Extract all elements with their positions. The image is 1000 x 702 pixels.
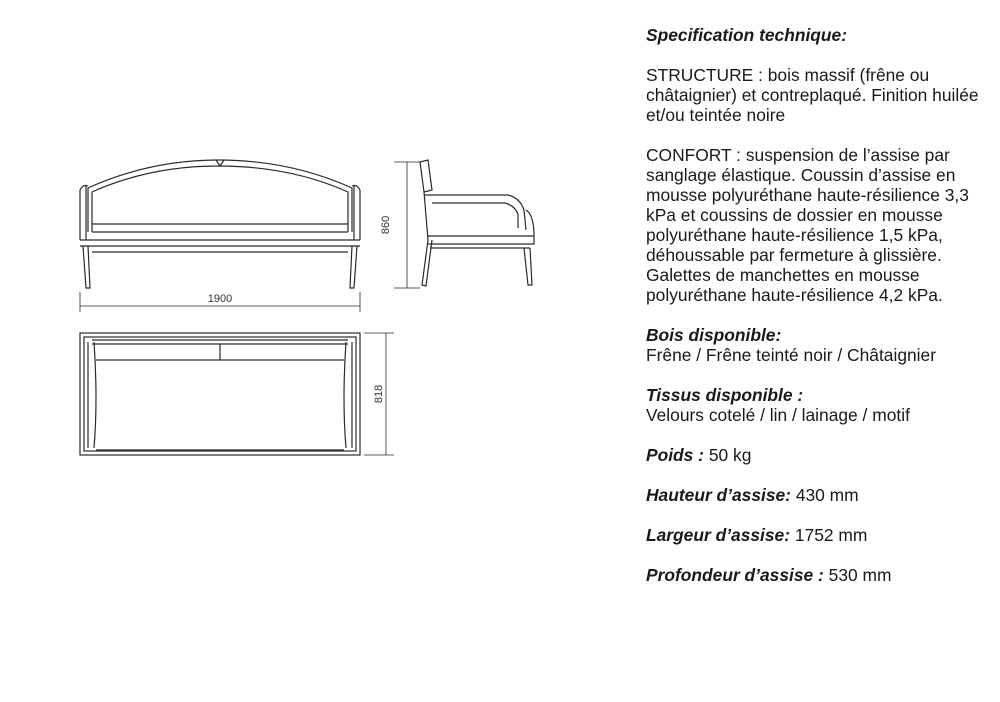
height-dimension-line	[394, 162, 420, 288]
seat-height-value: 430 mm	[795, 485, 859, 505]
wood-value: Frêne / Frêne teinté noir / Châtaignier	[646, 345, 936, 365]
width-label: 1900	[207, 293, 233, 305]
height-label: 860	[380, 215, 392, 235]
fabric-block	[646, 385, 986, 425]
seat-depth-value: 530 mm	[828, 565, 892, 585]
fabric-value: Velours cotelé / lin / lainage / motif	[646, 405, 910, 425]
seat-width-block	[646, 525, 986, 545]
front-view-drawing	[80, 160, 360, 288]
seat-depth-block	[646, 565, 986, 585]
depth-label: 818	[373, 384, 385, 404]
weight-label: Poids :	[646, 445, 704, 465]
seat-height-block	[646, 485, 986, 505]
wood-block	[646, 325, 986, 365]
seat-width-value: 1752 mm	[794, 525, 868, 545]
spec-title: Specification technique:	[646, 25, 847, 45]
structure-text: STRUCTURE : bois massif (frêne ou châtaignier) et contreplaqué. Finition huilée et/ou teintée noire	[646, 65, 979, 125]
spec-panel	[646, 25, 986, 585]
seat-width-label: Largeur d’assise:	[646, 525, 791, 545]
seat-height-label: Hauteur d’assise:	[646, 485, 791, 505]
seat-depth-label: Profondeur d’assise :	[646, 565, 824, 585]
fabric-label: Tissus disponible :	[646, 385, 804, 405]
comfort-text: CONFORT : suspension de l’assise par sanglage élastique. Coussin d’assise en mousse polyuréthane haute-résilience 3,3 kPa et coussins de dossier en mousse polyuréthane haute-résilience 1,5 kPa, déhoussable par fermeture à glissière. Galettes de manchettes en mousse polyuréthane haute-résilience 4,2 kPa.	[646, 145, 969, 305]
weight-value: 50 kg	[708, 445, 752, 465]
top-view-drawing	[80, 333, 360, 455]
weight-block	[646, 445, 986, 465]
wood-label: Bois disponible:	[646, 325, 782, 345]
side-view-drawing	[420, 160, 534, 286]
